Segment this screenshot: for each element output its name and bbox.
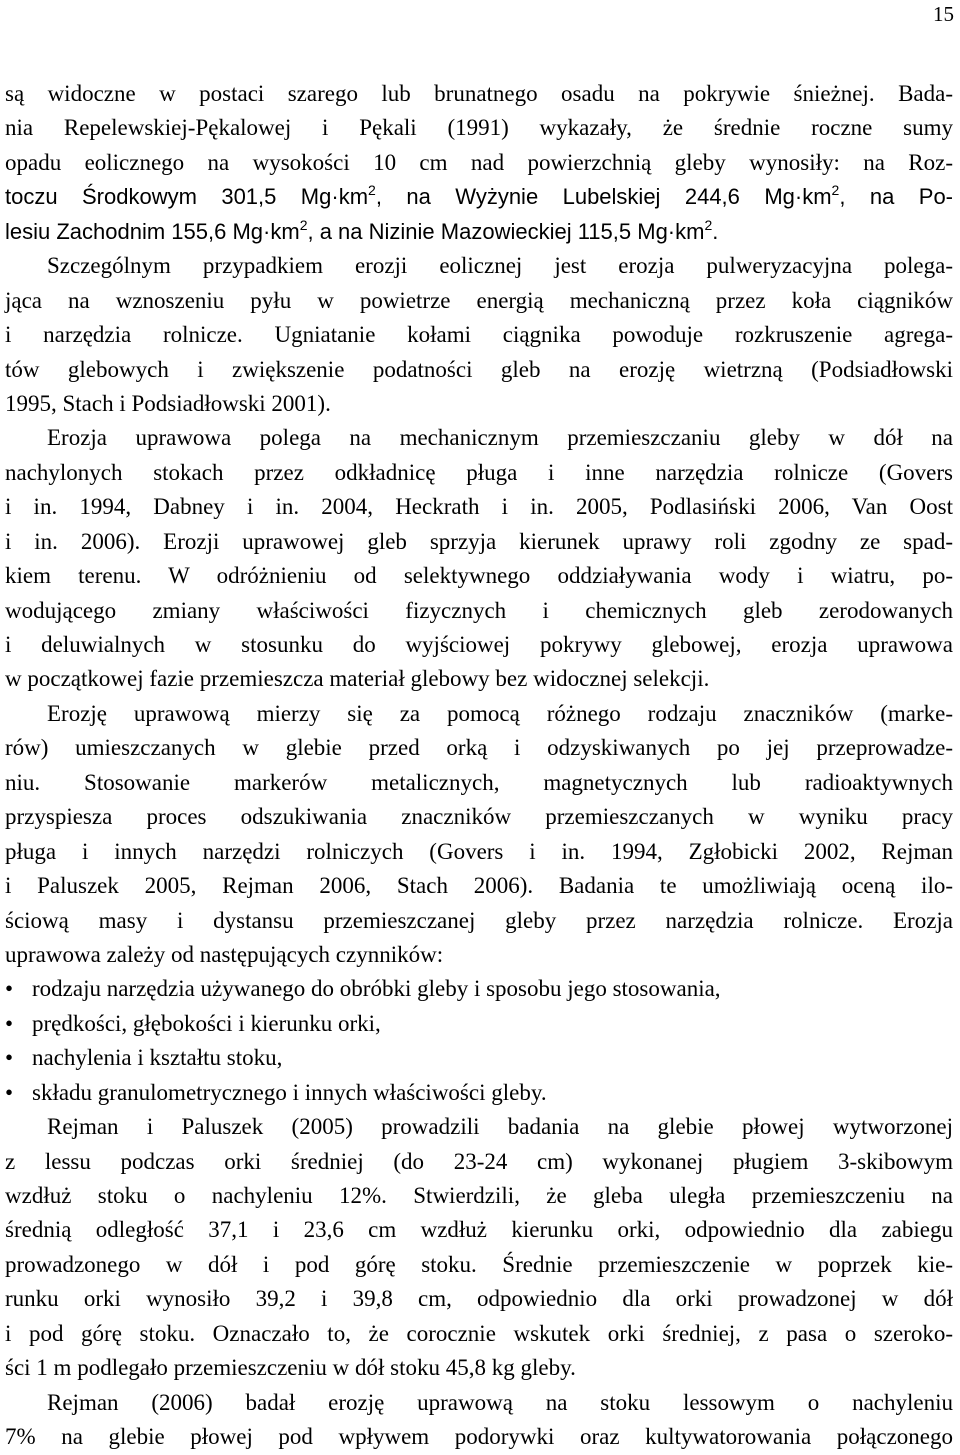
text-line: średnią odległość 37,1 i 23,6 cm wzdłuż kierunku orki, odpowiednio dla zabiegu [5,1217,953,1243]
text-line: i in. 1994, Dabney i in. 2004, Heckrath i in. 2005, Podlasiński 2006, Van Oost [5,494,953,520]
text-line: i Paluszek 2005, Rejman 2006, Stach 2006). Badania te umożliwiają oceną ilo- [5,873,953,899]
text-line: opadu eolicznego na wysokości 10 cm nad powierzchnią gleby wynosiły: na Roz- [5,149,953,175]
text-line: runku orki wynosiło 39,2 i 39,8 cm, odpowiednio dla orki prowadzonej w dół [5,1286,953,1312]
text-line: kiem terenu. W odróżnieniu od selektywnego oddziaływania wody i wiatru, po- [5,563,953,589]
text-line: lesiu Zachodnim 155,6 $Mg\cdot km^2$, a na Nizinie Mazowieckiej 115,5 $Mg\cdot km^2$. [5,216,719,244]
text-line: pługa i innych narzędzi rolniczych (Govers i in. 1994, Zgłobicki 2002, Rejman [5,838,953,864]
bullet-item: • rodzaju narzędzia używanego do obróbki gleby i sposobu jego stosowania, [5,972,953,1006]
text-line: nachylonych stokach przez odkładnicę pługa i inne narzędzia rolnicze (Govers [5,459,953,485]
bullet-item: • prędkości, głębokości i kierunku orki, [5,1007,953,1041]
text-line: ściową masy i dystansu przemieszczanej gleby przez narzędzia rolnicze. Erozja [5,907,953,933]
text-line: wodującego zmiany właściwości fizycznych i chemicznych gleb zerodowanych [5,597,953,623]
text-line: i in. 2006). Erozji uprawowej gleb sprzyja kierunek uprawy roli zgodny ze spad- [5,528,953,554]
text-line: nia Repelewskiej-Pękalowej i Pękali (1991) wykazały, że średnie roczne sumy [5,115,953,141]
text-line: toczu Środkowym 301,5 $Mg\cdot km^2$, na Wyżynie Lubelskiej 244,6 $Mg\cdot km^2$, na Po- [5,182,953,210]
text-line: są widoczne w postaci szarego lub brunatnego osadu na pokrywie śnieżnej. Bada- [5,81,953,106]
page-number: 15 [933,2,954,26]
text-line: tów glebowych i zwiększenie podatności gleb na erozję wietrzną (Podsiadłowski [5,356,953,382]
text-line: Rejman (2006) badał erozję uprawową na stoku lessowym o nachyleniu [47,1389,953,1415]
text-line: ści 1 m podlegało przemieszczeniu w dół stoku 45,8 kg gleby. [5,1355,576,1381]
text-line: Rejman i Paluszek (2005) prowadzili badania na glebie płowej wytworzonej [47,1114,953,1140]
text-line: Erozję uprawową mierzy się za pomocą różnego rodzaju znaczników (marke- [47,700,953,726]
text-line: w początkowej fazie przemieszcza materiał glebowy bez widocznej selekcji. [5,666,710,692]
text-line: Szczególnym przypadkiem erozji eolicznej jest erozja pulweryzacyjna polega- [47,253,953,279]
text-line: wzdłuż stoku o nachyleniu 12%. Stwierdzili, że gleba uległa przemieszczeniu na [5,1183,953,1208]
bullet-item: • nachylenia i kształtu stoku, [5,1041,953,1075]
text-line: Erozja uprawowa polega na mechanicznym przemieszczaniu gleby w dół na [47,425,953,451]
text-line: 7% na glebie płowej pod wpływem podorywki oraz kultywatorowania połączonego [5,1424,953,1450]
text-line: i pod górę stoku. Oznaczało to, że corocznie wskutek orki średniej, z pasa o szeroko- [5,1320,953,1346]
text-line: uprawowa zależy od następujących czynników: [5,941,444,967]
body-text [5,77,953,1455]
text-line: przyspiesza proces odszukiwania znaczników przemieszczanych w wyniku pracy [5,804,953,830]
text-line: z lessu podczas orki średniej (do 23-24 cm) wykonanej pługiem 3-skibowym [5,1148,953,1174]
text-line: i narzędzia rolnicze. Ugniatanie kołami ciągnika powoduje rozkruszenie agrega- [5,322,953,348]
text-line: jąca na wznoszeniu pyłu w powietrze energią mechaniczną przez koła ciągników [5,287,953,313]
text-line: niu. Stosowanie markerów metalicznych, magnetycznych lub radioaktywnych [5,769,953,795]
bullet-item: • składu granulometrycznego i innych właściwości gleby. [5,1076,953,1110]
text-line: rów) umieszczanych w glebie przed orką i odzyskiwanych po jej przeprowadze- [5,735,953,761]
text-line: prowadzonego w dół i pod górę stoku. Średnie przemieszczenie w poprzek kie- [5,1251,953,1277]
text-line: i deluwialnych w stosunku do wyjściowej pokrywy glebowej, erozja uprawowa [5,632,953,657]
text-line: 1995, Stach i Podsiadłowski 2001). [5,390,331,416]
